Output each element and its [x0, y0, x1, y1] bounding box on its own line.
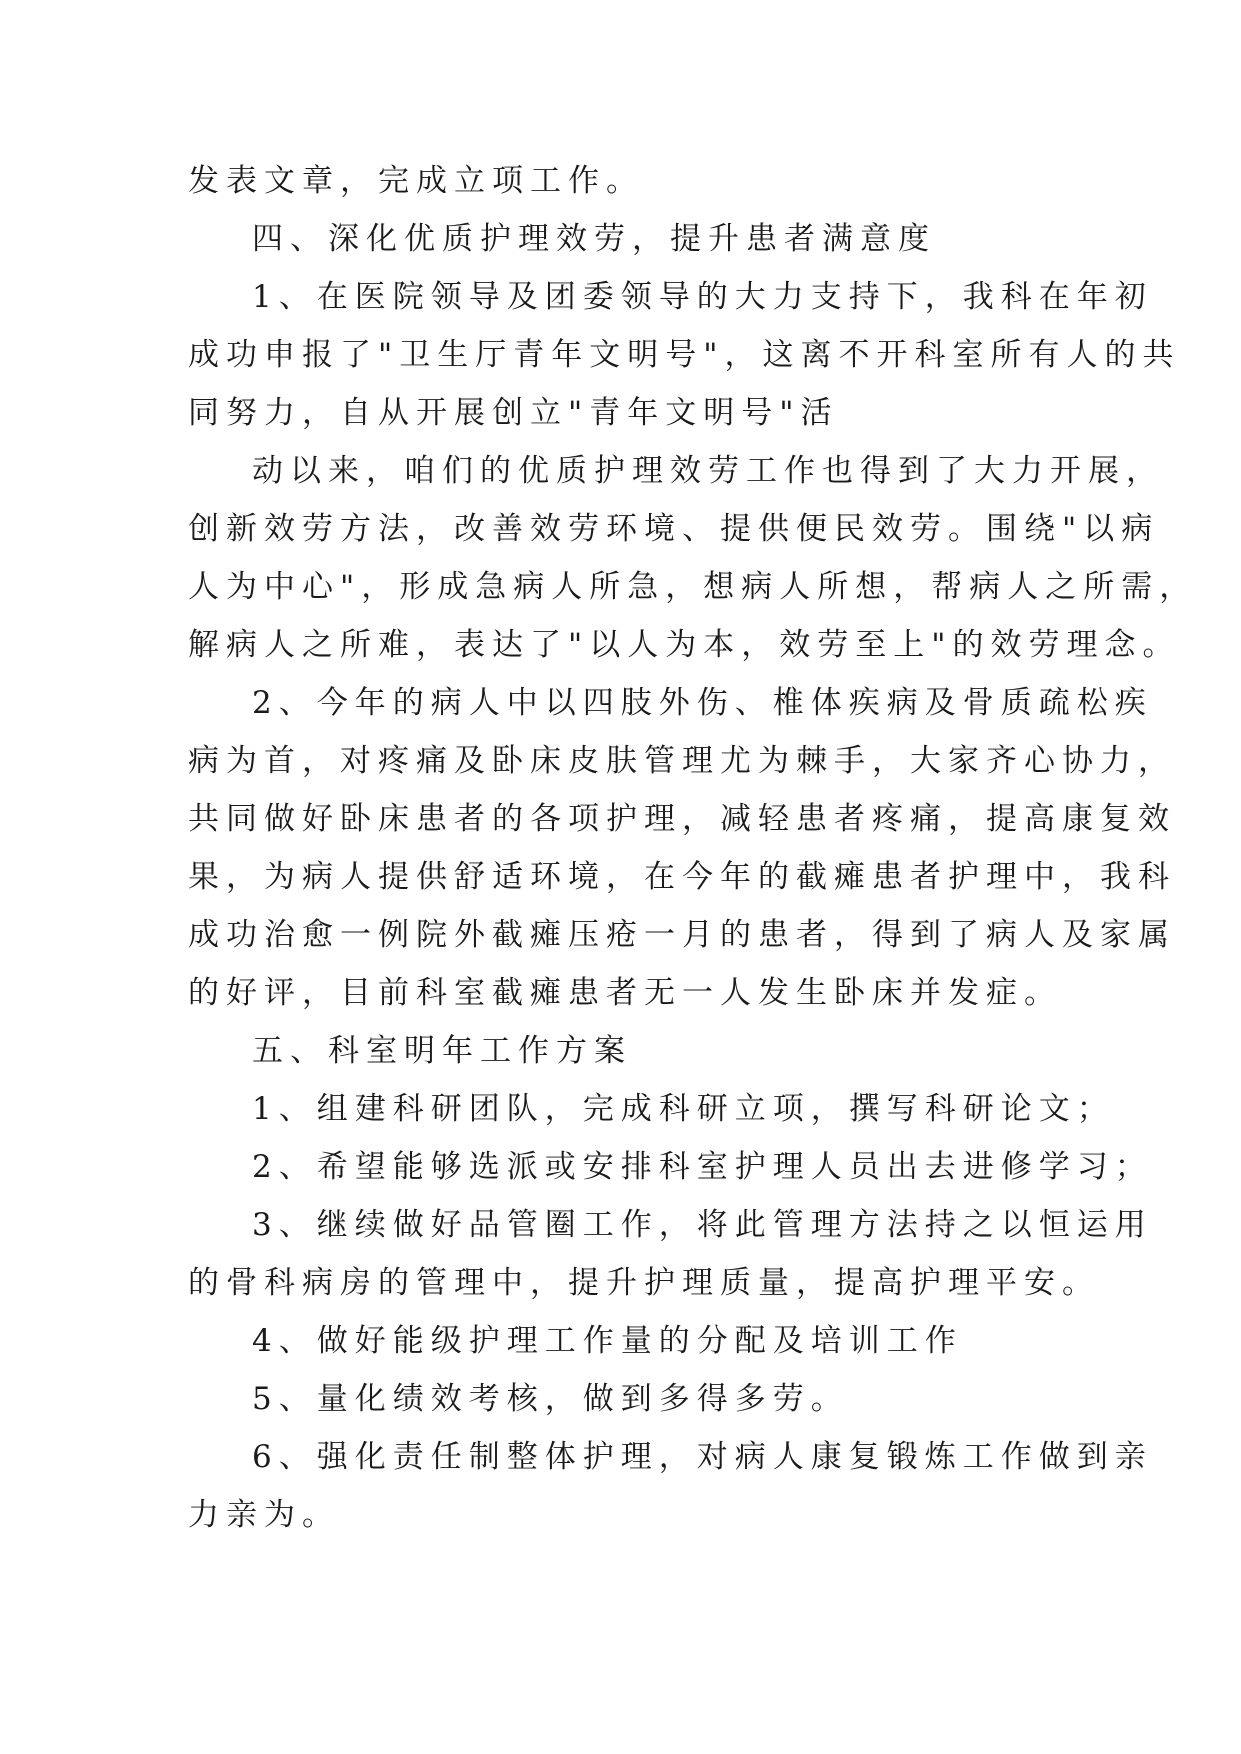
text-line: 2、今年的病人中以四肢外伤、椎体疾病及骨质疏松疾 — [252, 685, 1153, 721]
text-line: 人为中心"，形成急病人所急，想病人所想，帮病人之所需， — [188, 569, 1198, 605]
list-item: 5、量化绩效考核，做到多得多劳。 — [252, 1381, 849, 1417]
text-line: 病为首，对疼痛及卧床皮肤管理尤为棘手，大家齐心协力， — [188, 743, 1176, 779]
list-item: 3、继续做好品管圈工作，将此管理方法持之以恒运用 — [252, 1207, 1153, 1243]
list-item: 4、做好能级护理工作量的分配及培训工作 — [252, 1323, 963, 1359]
text-line: 的骨科病房的管理中，提升护理质量，提高护理平安。 — [188, 1265, 1100, 1301]
text-line: 力亲为。 — [188, 1497, 340, 1533]
text-line: 共同做好卧床患者的各项护理，减轻患者疼痛，提高康复效 — [188, 801, 1176, 837]
text-line: 1、在医院领导及团委领导的大力支持下，我科在年初 — [252, 279, 1153, 315]
document-body — [188, 152, 1198, 1544]
text-line: 的好评，目前科室截瘫患者无一人发生卧床并发症。 — [188, 975, 1062, 1011]
section-heading: 四、深化优质护理效劳，提升患者满意度 — [252, 221, 936, 257]
list-item: 6、强化责任制整体护理，对病人康复锻炼工作做到亲 — [252, 1439, 1153, 1475]
list-item: 2、希望能够选派或安排科室护理人员出去进修学习； — [252, 1149, 1153, 1185]
text-line: 动以来，咱们的优质护理效劳工作也得到了大力开展， — [252, 453, 1164, 489]
text-line: 果，为病人提供舒适环境，在今年的截瘫患者护理中，我科 — [188, 859, 1176, 895]
text-line: 发表文章，完成立项工作。 — [188, 163, 644, 199]
text-line: 同努力，自从开展创立"青年文明号"活 — [188, 395, 839, 431]
list-item: 1、组建科研团队，完成科研立项，撰写科研论文； — [252, 1091, 1115, 1127]
text-line: 成功申报了"卫生厅青年文明号"，这离不开科室所有人的共 — [188, 337, 1181, 373]
section-heading: 五、科室明年工作方案 — [252, 1033, 632, 1069]
text-line: 成功治愈一例院外截瘫压疮一月的患者，得到了病人及家属 — [188, 917, 1176, 953]
text-line: 解病人之所难，表达了"以人为本，效劳至上"的效劳理念。 — [188, 627, 1181, 663]
text-line: 创新效劳方法，改善效劳环境、提供便民效劳。围绕"以病 — [188, 511, 1160, 547]
